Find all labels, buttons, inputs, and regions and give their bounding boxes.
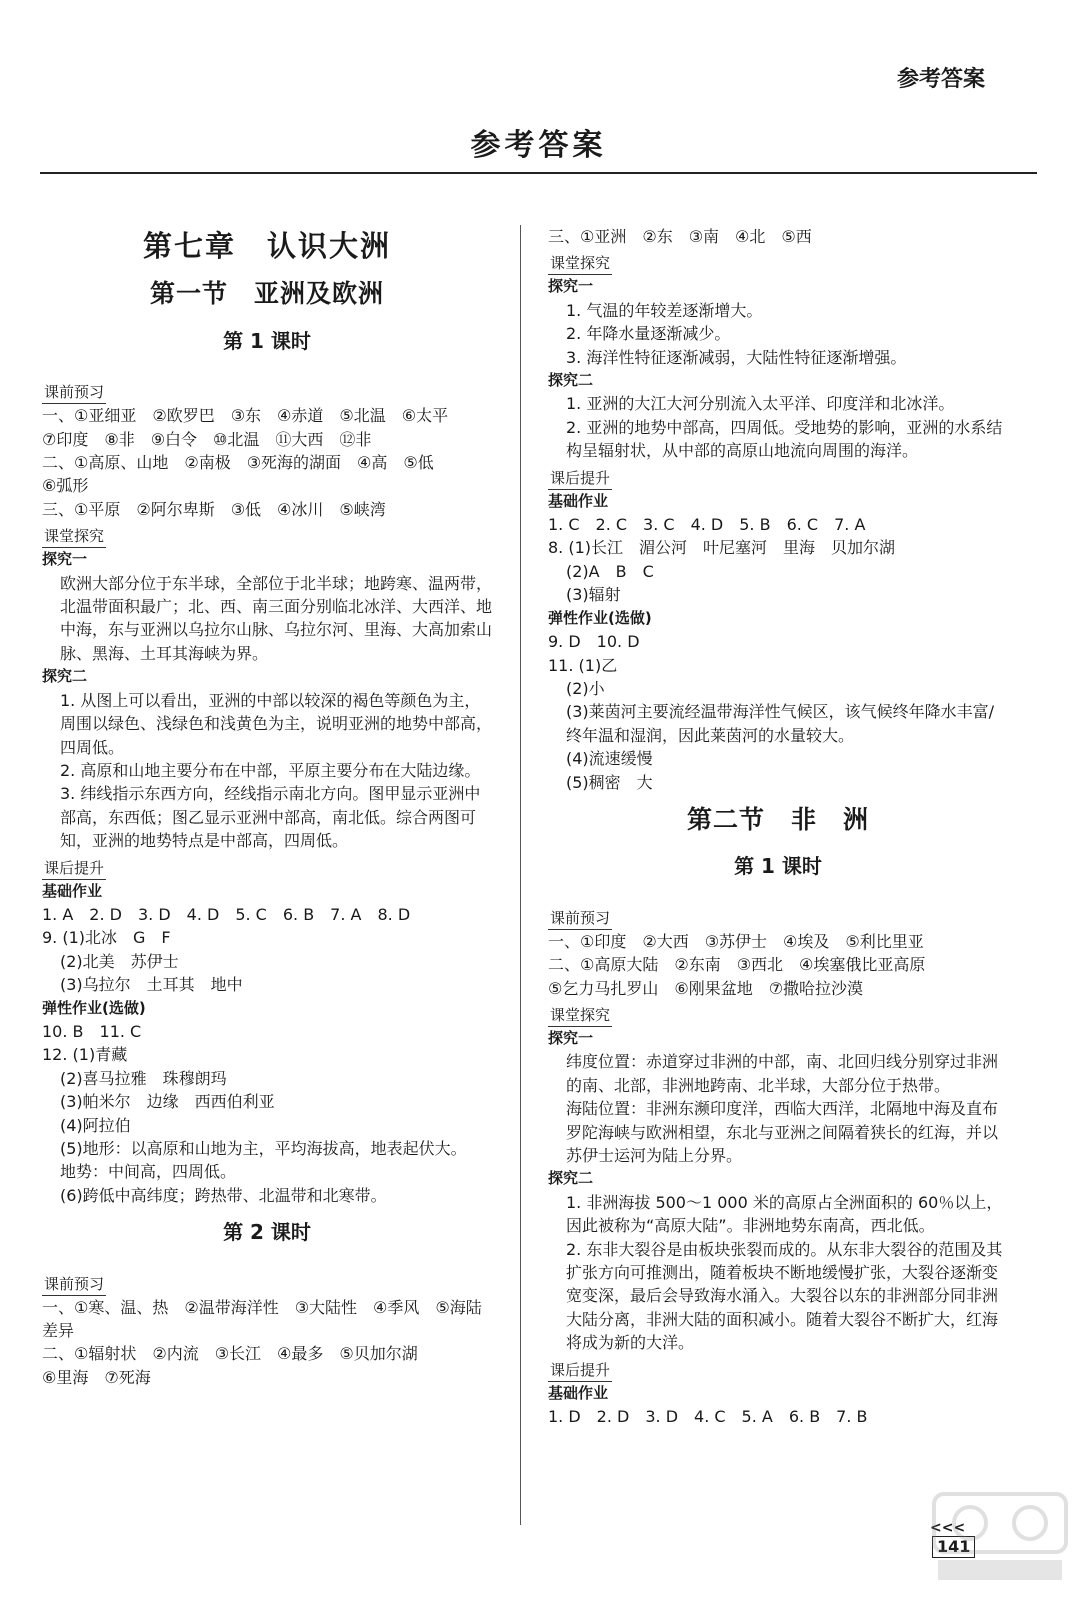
exercise-heading: 基础作业 — [548, 491, 609, 510]
subsection-label: 课前预习 — [42, 381, 106, 404]
answer-line: (3)辐射 — [566, 585, 621, 605]
answer-line: 12. (1)青藏 — [42, 1045, 128, 1065]
subsection-label: 课堂探究 — [42, 525, 106, 548]
answer-line: ⑤乞力马扎罗山 ⑥刚果盆地 ⑦撒哈拉沙漠 — [548, 978, 864, 998]
answer-line: 3. 海洋性特征逐渐减弱，大陆性特征逐渐增强。 — [566, 347, 907, 367]
subsection-row — [42, 377, 492, 404]
exercise-heading: 探究二 — [548, 1169, 594, 1188]
section-heading: 第二节 非 洲 — [686, 804, 869, 834]
exercise-heading: 探究二 — [548, 371, 594, 390]
right-column — [548, 225, 1008, 1428]
left-column — [42, 225, 492, 1389]
answer-paragraph: 1. 从图上可以看出，亚洲的中部以较深的褐色等颜色为主，周围以绿色、浅绿色和浅黄色为主，说明亚洲的地势中部高，四周低。 — [60, 690, 493, 757]
answer-line: 1. A 2. D 3. D 4. D 5. C 6. B 7. A 8. D — [42, 904, 411, 924]
subsection-label: 课堂探究 — [548, 1004, 612, 1027]
answer-line: 8. (1)长江 湄公河 叶尼塞河 里海 贝加尔湖 — [548, 538, 896, 558]
exercise-heading: 探究二 — [42, 667, 88, 686]
answer-line: 差异 — [42, 1321, 75, 1341]
subsection-label: 课前预习 — [42, 1273, 106, 1296]
answer-paragraph: 1. 非洲海拔 500～1 000 米的高原占全洲面积的 60％以上，因此被称为“高原大陆”。非洲地势东南高，西北低。 — [566, 1192, 1003, 1236]
answer-paragraph: 3. 纬线指示东西方向，经线指示南北方向。图甲显示亚洲中部高，东西低；图乙显示亚洲中部高，南北低。综合两图可知，亚洲的地势特点是中部高，四周低。 — [60, 784, 481, 851]
subsection-row — [42, 853, 492, 880]
answer-paragraph: 海陆位置：非洲东濒印度洋，西临大西洋，北隔地中海及直布罗陀海峡与欧洲相望，东北与亚洲之间隔着狭长的红海，并以苏伊士运河为陆上分界。 — [566, 1099, 999, 1165]
answer-line: ⑦印度 ⑧非 ⑨白令 ⑩北温 ⑪大西 ⑫非 — [42, 429, 372, 449]
answer-line: 一、①印度 ②大西 ③苏伊士 ④埃及 ⑤利比里亚 — [548, 931, 924, 951]
answer-line: 2. 年降水量逐渐减少。 — [566, 324, 731, 344]
answer-line: (2)喜马拉雅 珠穆朗玛 — [60, 1068, 227, 1088]
watermark-logo — [930, 1490, 1070, 1585]
answer-line: 三、①亚洲 ②东 ③南 ④北 ⑤西 — [548, 227, 812, 246]
answer-paragraph: (5)地形：以高原和山地为主，平均海拔高，地表起伏大。 — [60, 1139, 467, 1158]
exercise-heading: 弹性作业(选做) — [42, 998, 146, 1017]
answer-line: 10. B 11. C — [42, 1021, 142, 1041]
answer-line: (4)阿拉伯 — [60, 1115, 131, 1135]
subsection-label: 课后提升 — [548, 467, 612, 490]
title-divider — [40, 172, 1037, 174]
answer-line: ⑥弧形 — [42, 476, 89, 496]
exercise-heading: 探究一 — [548, 277, 594, 296]
answer-line: (6)跨低中高纬度；跨热带、北温带和北寒带。 — [60, 1185, 387, 1205]
answer-line: 地势：中间高，四周低。 — [60, 1162, 237, 1182]
exercise-heading: 基础作业 — [42, 881, 103, 900]
running-header: 参考答案 — [896, 67, 985, 92]
answer-paragraph: 2. 东非大裂谷是由板块张裂而成的。从东非大裂谷的范围及其扩张方向可推测出，随着板块不断地缓慢扩张，大裂谷逐渐变宽变深，最后会导致海水涌入。大裂谷以东的非洲部分同非洲大陆分离，非洲大陆的面积减小。随着大裂谷不断扩大，红海将成为新的大洋。 — [566, 1239, 1003, 1353]
answer-line: (2)小 — [566, 678, 605, 698]
subsection-label: 课堂探究 — [548, 252, 612, 275]
subsection-row — [548, 248, 1008, 275]
answer-line: (4)流速缓慢 — [566, 749, 653, 769]
exercise-heading: 探究一 — [548, 1028, 594, 1047]
answer-line: 1. C 2. C 3. C 4. D 5. B 6. C 7. A — [548, 515, 866, 535]
subsection-row — [42, 1269, 492, 1296]
answer-line: (2)北美 苏伊士 — [60, 951, 179, 971]
answer-paragraph: 2. 亚洲的地势中部高，四周低。受地势的影响，亚洲的水系结构呈辐射状，从中部的高原山地流向周围的海洋。 — [566, 417, 1003, 461]
subsection-row — [548, 1000, 1008, 1027]
page-arrow: <<< — [930, 1520, 966, 1536]
exercise-heading: 弹性作业(选做) — [548, 608, 652, 627]
lesson-heading: 第 1 课时 — [223, 328, 311, 353]
answer-line: 一、①寒、温、热 ②温带海洋性 ③大陆性 ④季风 ⑤海陆 — [42, 1297, 482, 1317]
lesson-heading: 第 2 课时 — [223, 1220, 311, 1245]
answer-line: 9. (1)北冰 G F — [42, 928, 171, 948]
subsection-row — [42, 521, 492, 548]
subsection-row — [548, 463, 1008, 490]
section-heading: 第一节 亚洲及欧洲 — [149, 279, 384, 309]
answer-line: (3)乌拉尔 土耳其 地中 — [60, 975, 243, 995]
chapter-heading: 第七章 认识大洲 — [142, 229, 391, 263]
answer-paragraph: 纬度位置：赤道穿过非洲的中部，南、北回归线分别穿过非洲的南、北部，非洲地跨南、北半球，大部分位于热带。 — [566, 1052, 999, 1095]
subsection-label: 课后提升 — [42, 857, 106, 880]
page-title: 参考答案 — [470, 128, 607, 163]
answer-line: 一、①亚细亚 ②欧罗巴 ③东 ④赤道 ⑤北温 ⑥太平 — [42, 406, 449, 426]
answer-line: 1. D 2. D 3. D 4. C 5. A 6. B 7. B — [548, 1407, 868, 1427]
answer-line: 1. 亚洲的大江大河分别流入太平洋、印度洋和北冰洋。 — [566, 394, 955, 414]
answer-line: (2)A B C — [566, 561, 654, 581]
answer-line: 1. 气温的年较差逐渐增大。 — [566, 300, 763, 320]
answer-line: 三、①平原 ②阿尔卑斯 ③低 ④冰川 ⑤峡湾 — [42, 499, 386, 519]
exercise-heading: 基础作业 — [548, 1383, 609, 1402]
answer-line: 二、①辐射状 ②内流 ③长江 ④最多 ⑤贝加尔湖 — [42, 1344, 418, 1364]
column-divider — [520, 225, 521, 1525]
answer-line: 二、①高原大陆 ②东南 ③西北 ④埃塞俄比亚高原 — [548, 955, 926, 975]
page-number: 141 — [932, 1536, 975, 1558]
answer-paragraph: (3)莱茵河主要流经温带海洋性气候区，该气候终年降水丰富/终年温和湿润，因此莱茵河的水量较大。 — [566, 702, 995, 745]
subsection-row — [548, 903, 1008, 930]
answer-line: (3)帕米尔 边缘 西西伯利亚 — [60, 1092, 275, 1112]
exercise-heading: 探究一 — [42, 550, 88, 569]
answer-line: 11. (1)乙 — [548, 655, 618, 675]
answer-line: (5)稠密 大 — [566, 772, 653, 792]
lesson-heading: 第 1 课时 — [734, 854, 822, 879]
answer-line: ⑥里海 ⑦死海 — [42, 1367, 151, 1387]
answer-line: 二、①高原、山地 ②南极 ③死海的湖面 ④高 ⑤低 — [42, 453, 434, 473]
answer-line: 9. D 10. D — [548, 632, 640, 652]
answer-paragraph: 2. 高原和山地主要分布在中部，平原主要分布在大陆边缘。 — [60, 760, 481, 780]
answer-paragraph: 欧洲大部分位于东半球，全部位于北半球；地跨寒、温两带，北温带面积最广；北、西、南三面分别临北冰洋、大西洋、地中海，东与亚洲以乌拉尔山脉、乌拉尔河、里海、大高加索山脉、黑海、土耳其海峡为界。 — [60, 573, 493, 663]
subsection-label: 课后提升 — [548, 1359, 612, 1382]
subsection-label: 课前预习 — [548, 907, 612, 930]
subsection-row — [548, 1355, 1008, 1382]
